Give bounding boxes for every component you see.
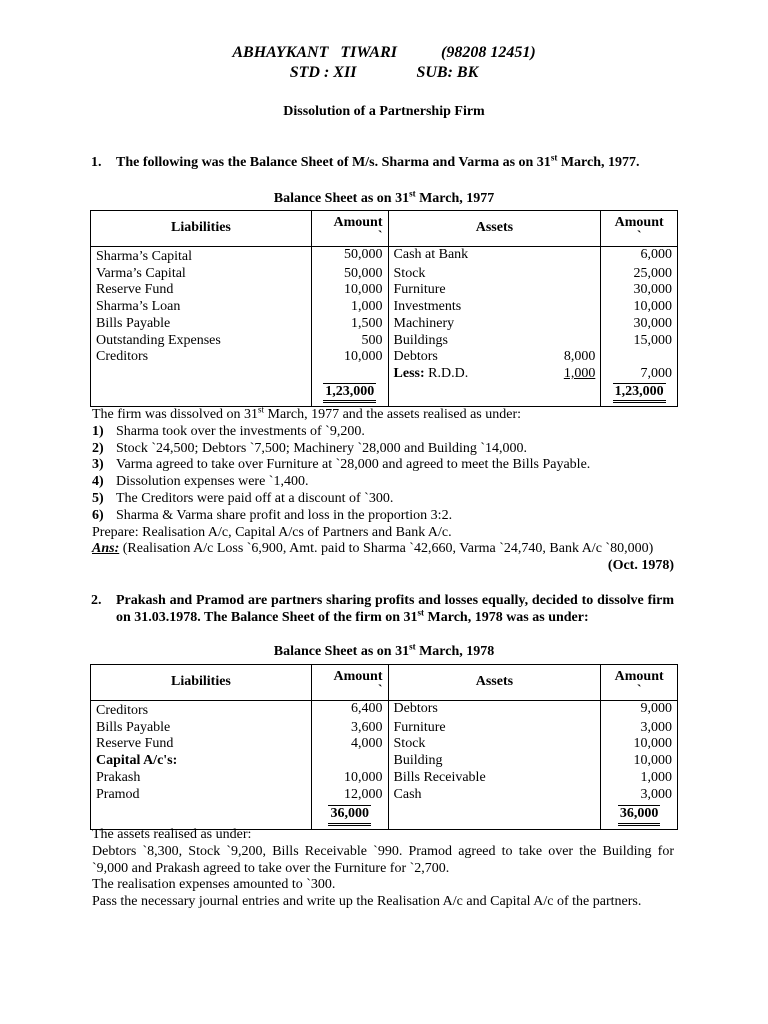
list-item-text: Stock `24,500; Debtors `7,500; Machinery `28,000 and Building `14,000.: [116, 440, 528, 456]
liability-name: Pramod: [96, 786, 140, 802]
subject-label: SUB: BK: [416, 64, 479, 81]
asset-name: Investments: [393, 299, 462, 315]
list-item: [92, 491, 674, 508]
table-row: [91, 770, 678, 787]
col-assets: Assets: [388, 211, 601, 247]
liability-amount: [311, 753, 388, 770]
header-line-2: [0, 64, 768, 82]
asset-amount: 10,000: [601, 736, 678, 753]
table-row: [91, 299, 678, 316]
table-row: [91, 316, 678, 333]
total-row: [91, 803, 678, 829]
table-row: [91, 366, 678, 383]
author-name: ABHAYKANT TIWARI: [232, 44, 397, 61]
less-label: Less:: [393, 365, 425, 381]
col-liabilities: Liabilities: [91, 665, 312, 701]
liability-name: [91, 366, 312, 383]
list-item: [92, 457, 674, 474]
table-row: [91, 333, 678, 350]
question-1-number: 1.: [91, 155, 102, 170]
asset-amount: 15,000: [601, 333, 678, 350]
table-row: [91, 247, 678, 266]
liability-amount: [311, 366, 388, 383]
list-item-number: 4): [92, 474, 104, 490]
less-amount: 1,000: [563, 365, 596, 381]
q2-para-3: The realisation expenses amounted to `300.: [92, 877, 336, 893]
liability-amount: 50,000: [311, 266, 388, 283]
asset-name: Building: [393, 753, 443, 769]
list-item-text: Varma agreed to take over Furniture at `28,000 and agreed to meet the Bills Payable.: [116, 457, 591, 473]
col-amount: Amount `: [311, 665, 388, 701]
asset-name: Bills Receivable: [393, 769, 486, 785]
asset-amount: 6,000: [601, 247, 678, 266]
table-row: [91, 753, 678, 770]
liability-amount: 10,000: [311, 282, 388, 299]
less-item: R.D.D.: [424, 365, 469, 381]
q2-para-1: The assets realised as under:: [92, 827, 252, 842]
asset-amount: 10,000: [601, 753, 678, 770]
list-item-number: 5): [92, 490, 104, 506]
list-item: [92, 441, 674, 458]
asset-sub-amount: 8,000: [563, 349, 596, 365]
list-item-number: 3): [92, 457, 104, 473]
liability-amount: 1,500: [311, 316, 388, 333]
asset-name: [388, 366, 550, 383]
liability-amount: 50,000: [311, 247, 388, 266]
asset-sub-amount: [550, 366, 601, 383]
asset-sub-amount: [550, 266, 601, 283]
liability-name: Varma’s Capital: [96, 265, 186, 281]
asset-name: Furniture: [393, 282, 446, 298]
list-item: [92, 474, 674, 491]
page-title: Dissolution of a Partnership Firm: [283, 104, 485, 119]
table-row: [91, 720, 678, 737]
list-item-number: 1): [92, 423, 104, 439]
liability-name: Reserve Fund: [96, 736, 174, 752]
question-2-details: [92, 827, 674, 911]
asset-sub-amount: [550, 333, 601, 350]
liability-amount: 4,000: [311, 736, 388, 753]
list-item-text: Sharma took over the investments of `9,200.: [116, 423, 365, 439]
liabilities-total: 1,23,000: [311, 383, 388, 407]
asset-amount: 30,000: [601, 282, 678, 299]
question-1: 1. The following was the Balance Sheet of M/s. Sharma and Varma as on 31st March, 1977.: [91, 152, 640, 170]
q1-intro: The firm was dissolved on 31st March, 1977 and the assets realised as under:: [92, 404, 522, 422]
list-item-text: Sharma & Varma share profit and loss in the proportion 3:2.: [116, 507, 453, 523]
liability-name: Creditors: [96, 349, 149, 365]
list-item-number: 6): [92, 507, 104, 523]
asset-amount: 7,000: [601, 366, 678, 383]
asset-name: Cash at Bank: [393, 247, 469, 262]
asset-amount: 9,000: [601, 701, 678, 720]
header-line-1: [0, 44, 768, 62]
q1-answer: Ans: (Realisation A/c Loss `6,900, Amt. paid to Sharma `42,660, Varma `24,740, Bank A/c `80,000) (Oct. 1978): [92, 541, 674, 574]
liabilities-total: 36,000: [311, 803, 388, 829]
liability-name: Capital A/c's:: [96, 753, 178, 769]
list-item: [92, 424, 674, 441]
table-row: [91, 701, 678, 720]
liability-name: Sharma’s Loan: [96, 299, 181, 315]
question-2: 2. Prakash and Pramod are partners sharing profits and losses equally, decided to dissolve firm on 31.03.1978. The Balance Sheet of the firm on 31st March, 1978 was as under:: [91, 593, 674, 625]
liability-name: Prakash: [96, 769, 141, 785]
list-item-text: Dissolution expenses were `1,400.: [116, 474, 309, 490]
table-row: [91, 266, 678, 283]
question-1-details: [92, 404, 674, 575]
total-row: [91, 383, 678, 407]
col-liabilities: Liabilities: [91, 211, 312, 247]
liability-amount: 6,400: [311, 701, 388, 720]
asset-name: Buildings: [393, 332, 448, 348]
q1-answer-date: (Oct. 1978): [607, 558, 674, 574]
table-row: [91, 282, 678, 299]
balance-sheet-2-caption: Balance Sheet as on 31st March, 1978: [273, 641, 495, 659]
table-row: [91, 736, 678, 753]
col-amount-assets: Amount `: [601, 211, 678, 247]
asset-sub-amount: [550, 299, 601, 316]
list-item-text: The Creditors were paid off at a discount of `300.: [116, 490, 394, 506]
col-amount-assets: Amount `: [601, 665, 678, 701]
asset-sub-amount: [550, 247, 601, 266]
assets-total: 1,23,000: [601, 383, 678, 407]
std-label: STD : XII: [289, 64, 357, 81]
asset-amount: 3,000: [601, 787, 678, 804]
asset-name: Debtors: [393, 349, 438, 365]
liability-amount: 500: [311, 333, 388, 350]
liability-amount: 12,000: [311, 787, 388, 804]
col-amount: Amount `: [311, 211, 388, 247]
asset-sub-amount: [550, 282, 601, 299]
liability-name: Bills Payable: [96, 719, 171, 735]
asset-sub-amount: [550, 316, 601, 333]
assets-total: 36,000: [601, 803, 678, 829]
table-row: [91, 349, 678, 366]
asset-amount: 30,000: [601, 316, 678, 333]
balance-sheet-1: [90, 210, 678, 407]
liability-amount: 3,600: [311, 720, 388, 737]
balance-sheet-1-caption: Balance Sheet as on 31st March, 1977: [273, 188, 495, 206]
liability-amount: 10,000: [311, 349, 388, 366]
asset-name: Stock: [393, 265, 426, 281]
list-item-number: 2): [92, 440, 104, 456]
liability-name: Reserve Fund: [96, 282, 174, 298]
liability-name: Creditors: [96, 703, 149, 718]
asset-name: Stock: [393, 736, 426, 752]
asset-name: Machinery: [393, 315, 455, 331]
asset-amount: 25,000: [601, 266, 678, 283]
q1-prepare: Prepare: Realisation A/c, Capital A/cs of Partners and Bank A/c.: [92, 524, 452, 540]
asset-name: Cash: [393, 786, 422, 802]
col-assets: Assets: [388, 665, 601, 701]
asset-name: Debtors: [393, 701, 438, 716]
q2-para-4: Pass the necessary journal entries and write up the Realisation A/c and Capital A/c of the partners.: [92, 894, 642, 910]
balance-sheet-2: [90, 664, 678, 830]
liability-amount: 10,000: [311, 770, 388, 787]
table-row: [91, 787, 678, 804]
q2-para-2: Debtors `8,300, Stock `9,200, Bills Receivable `990. Pramod agreed to take over the Building for `9,000 and Prakash agreed to take over the Furniture for `2,700.: [92, 843, 674, 876]
liability-name: Bills Payable: [96, 315, 171, 331]
author-phone: (98208 12451): [440, 44, 536, 61]
asset-amount: 3,000: [601, 720, 678, 737]
liability-amount: 1,000: [311, 299, 388, 316]
asset-amount: 10,000: [601, 299, 678, 316]
asset-name: Furniture: [393, 719, 446, 735]
liability-name: Outstanding Expenses: [96, 332, 221, 348]
asset-amount: [601, 349, 678, 366]
liability-name: Sharma’s Capital: [96, 249, 193, 264]
question-2-number: 2.: [91, 593, 102, 608]
asset-amount: 1,000: [601, 770, 678, 787]
list-item: [92, 508, 674, 525]
